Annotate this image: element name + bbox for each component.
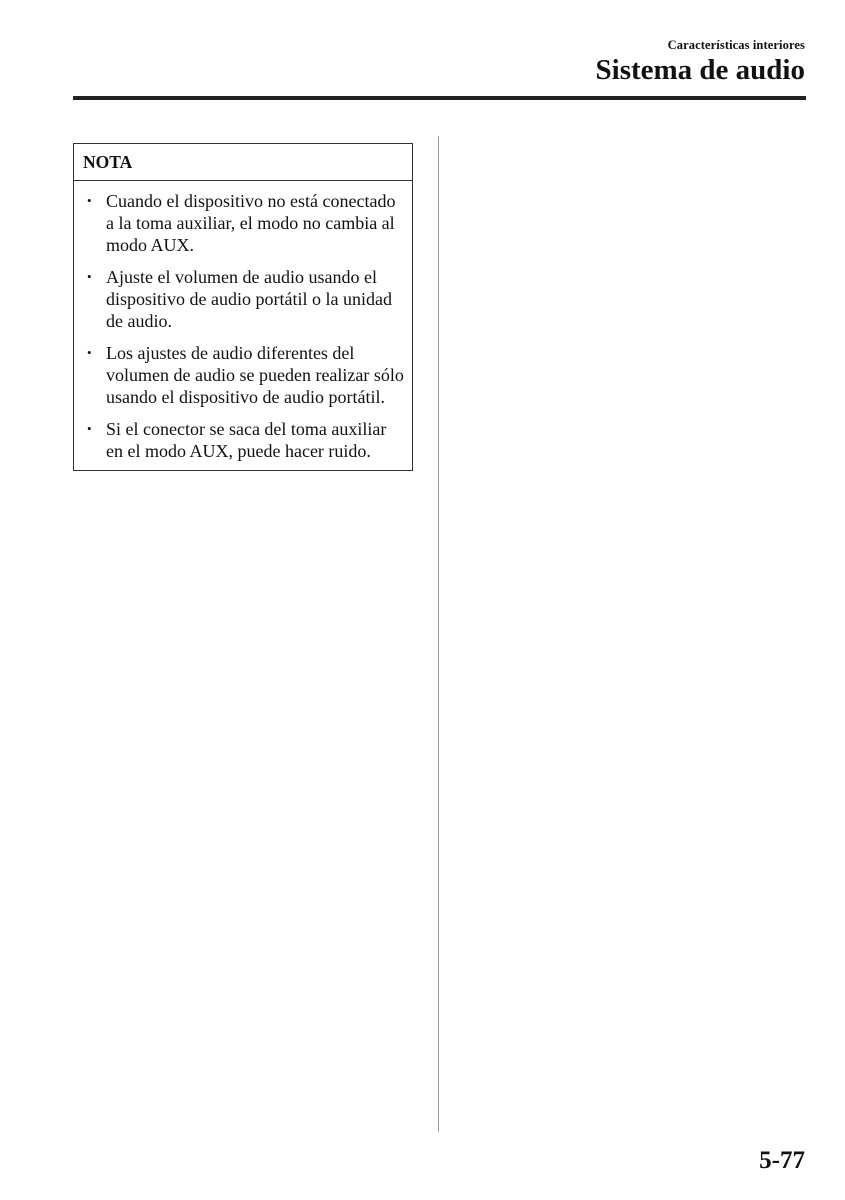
- note-title: NOTA: [74, 144, 412, 181]
- page-number: 5-77: [759, 1147, 805, 1174]
- note-item-text: Ajuste el volumen de audio usando el dispositivo de audio portátil o la unidad de audio.: [106, 267, 392, 331]
- note-item-text: Si el conector se saca del toma auxiliar en el modo AUX, puede hacer ruido.: [106, 419, 387, 461]
- bullet-icon: •: [87, 421, 92, 436]
- list-item: [74, 418, 404, 462]
- note-item-text: Cuando el dispositivo no está conectado a la toma auxiliar, el modo no cambia al modo AUX.: [106, 191, 396, 255]
- bullet-icon: •: [87, 345, 92, 360]
- bullet-icon: •: [87, 193, 92, 208]
- section-header: Características interiores: [667, 38, 805, 52]
- header-divider: [73, 96, 806, 100]
- note-box: [73, 143, 413, 471]
- bullet-icon: •: [87, 269, 92, 284]
- column-divider: [438, 136, 439, 1132]
- note-list: [74, 181, 412, 470]
- list-item: [74, 266, 404, 332]
- note-item-text: Los ajustes de audio diferentes del volumen de audio se pueden realizar sólo usando el dispositivo de audio portátil.: [106, 343, 404, 407]
- list-item: [74, 342, 404, 408]
- list-item: [74, 190, 404, 256]
- page-title: Sistema de audio: [595, 54, 805, 86]
